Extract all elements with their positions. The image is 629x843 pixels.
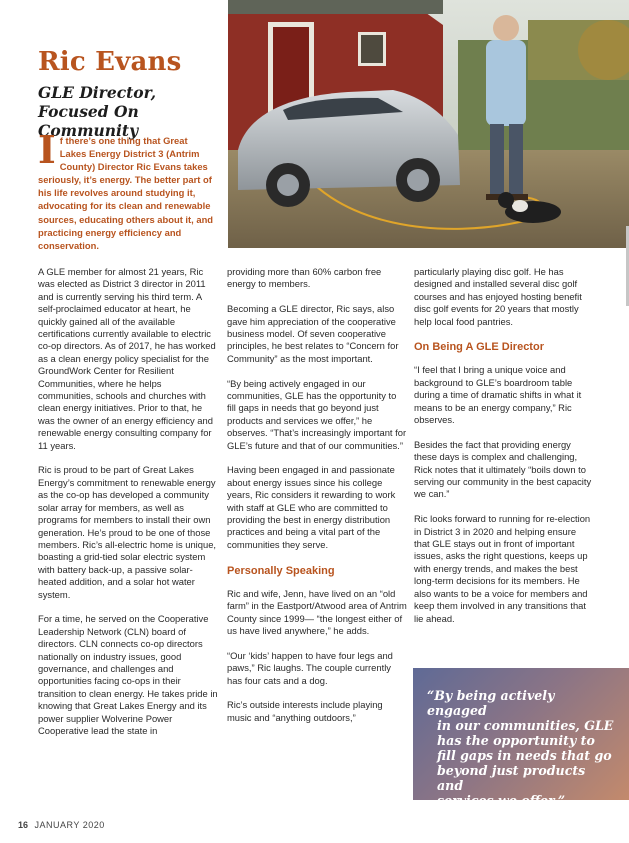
body-paragraph: A GLE member for almost 21 years, Ric was elected as District 3 director in 2011 and is currently serving his third term. A self-proclaimed educator at heart, he quickly gained all of the available certifications currently available to electric co-op directors. As of 2017, he has worked as a clean energy policy specialist for the GroundWork Center for Resilient Communities, where he helps communities, schools and churches with clean energy initiatives. Prior to that, he was the owner of an energy efficiency and renewable energy consulting company for 11 years. bbox=[38, 266, 216, 451]
pull-quote-line: beyond just products and bbox=[437, 763, 586, 793]
section-heading-on-being-a-director: On Being A GLE Director bbox=[414, 341, 544, 354]
body-paragraph: Besides the fact that providing energy these days is complex and challenging, Rick notes that it ultimately “boils down to serving our community in the best capacity we can.” bbox=[414, 438, 592, 500]
intro-paragraph bbox=[38, 127, 216, 252]
body-paragraph: particularly playing disc golf. He has designed and installed several disc golf courses and has enjoyed hosting benefit disc golf events for 20 years that mostly help local food pantries. bbox=[414, 266, 582, 327]
portrait-photo-icon bbox=[228, 0, 629, 248]
body-paragraph: “By being actively engaged in our communities, GLE has the opportunity to fill gaps in needs that go beyond just products and services we offer,” he observes. “That’s increasingly important for GLE’s future and that of our communities.” bbox=[227, 377, 407, 451]
body-paragraph: providing more than 60% carbon free energy to members. bbox=[227, 266, 382, 290]
body-column-3 bbox=[414, 266, 594, 637]
body-paragraph: Ric is proud to be part of Great Lakes Energy’s commitment to renewable energy as the co-op has developed a community solar array for members, as well as programs for members to install their own generation. He’s proud to be one of those members. Ric’s all-electric home is unique, boasting a grid-tied solar electric system with battery back-up, a passive solar-heated addition, and a solar hot water system. bbox=[38, 464, 217, 600]
intro-text: f there’s one thing that Great Lakes Energy District 3 (Antrim County) Director Ric Evans takes seriously, it’s energy. The better part of his life revolves around studying it, advocating for its clean and renewable sources, educating others about it, and practicing energy efficiency and conservation. bbox=[38, 135, 214, 251]
body-paragraph: Having been engaged in and passionate about energy issues since his college years, Ric considers it rewarding to work with staff at GLE who are committed to providing the best in energy distribution practices and being a vital part of the communities they serve. bbox=[227, 464, 396, 550]
body-column-1 bbox=[38, 266, 218, 750]
body-column-2 bbox=[227, 266, 407, 737]
headline-block bbox=[38, 48, 223, 141]
pull-quote-line: has the opportunity to bbox=[437, 733, 595, 748]
portrait-photo bbox=[228, 0, 629, 248]
body-paragraph: For a time, he served on the Cooperative Leadership Network (CLN) board of directors. CLN connects co-op directors nationally on industry issues, good governance, and challenges and opportunities facing co-ops in their transition to clean energy. He takes pride in knowing that Great Lakes Energy and its power supplier Wolverine Power Cooperative lead the state in bbox=[38, 613, 218, 736]
body-paragraph: Ric’s outside interests include playing music and “anything outdoors,” bbox=[227, 699, 383, 723]
body-paragraph: Ric looks forward to running for re-election in District 3 in 2020 and helping ensure that GLE stays out in front of important issues, asks the right questions, keeps up with energy trends, and makes the best long-term decisions for its members. He also wants to be a voice for members and keep them involved in any transitions that lie ahead. bbox=[414, 513, 591, 624]
drop-cap: I bbox=[38, 127, 56, 172]
section-heading-personally-speaking: Personally Speaking bbox=[227, 564, 335, 577]
pull-quote-line: services we offer.” bbox=[437, 793, 566, 808]
page-folio bbox=[18, 820, 105, 830]
issue-date: JANUARY 2020 bbox=[34, 820, 105, 830]
pull-quote-line: fill gaps in needs that go bbox=[437, 748, 612, 763]
body-paragraph: “Our ‘kids’ happen to have four legs and paws,” Ric laughs. The couple currently has four cats and a dog. bbox=[227, 649, 393, 686]
body-paragraph: Becoming a GLE director, Ric says, also gave him appreciation of the cooperative business model. Of seven cooperative principles, he best relates to “Concern for Community” as the most important. bbox=[227, 303, 399, 364]
article-subtitle: GLE Director, Focused On Community bbox=[38, 82, 157, 141]
pull-quote-line: in our communities, GLE bbox=[437, 718, 614, 733]
article-title: Ric Evans bbox=[38, 47, 182, 77]
body-paragraph: Ric and wife, Jenn, have lived on an “old farm” in the Eastport/Atwood area of Antrim County since 1999— “the longest either of us have lived anywhere,” he adds. bbox=[227, 587, 407, 636]
page-number: 16 bbox=[18, 820, 29, 830]
pull-quote bbox=[413, 668, 629, 808]
pull-quote-line: “By being actively engaged bbox=[427, 688, 555, 718]
body-paragraph: “I feel that I bring a unique voice and background to GLE’s boardroom table during a time of dramatic shifts in what it means to be an energy company,” Ric observes. bbox=[414, 364, 582, 426]
